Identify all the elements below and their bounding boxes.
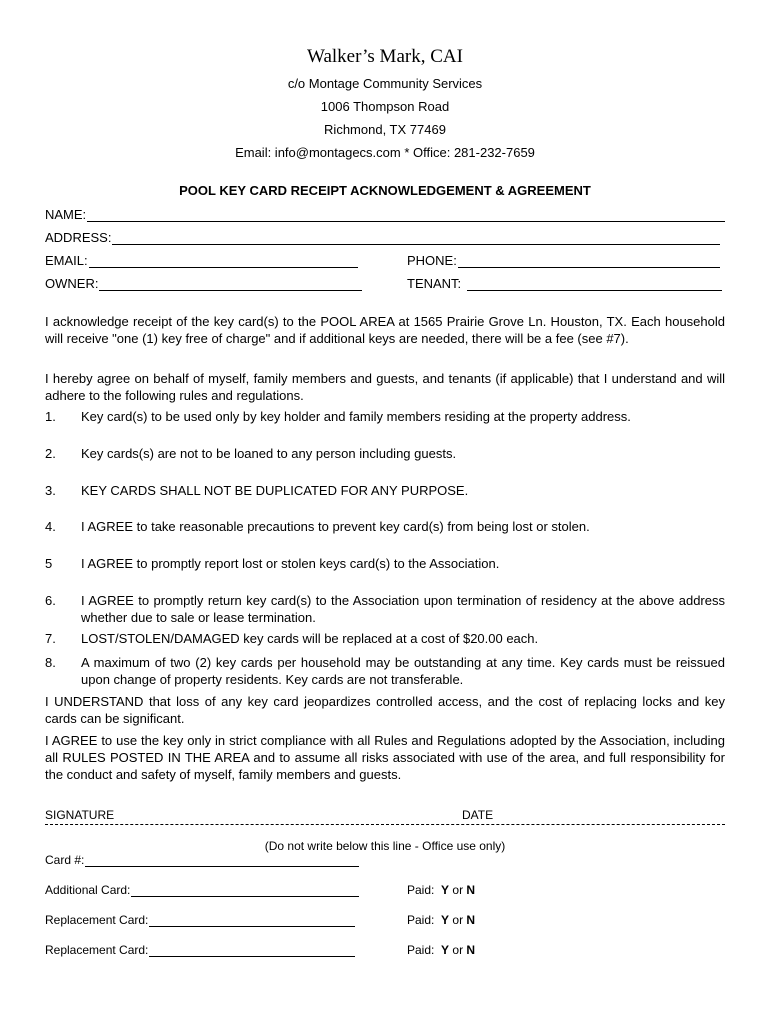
tenant-line[interactable] (467, 278, 722, 291)
additional-card-line[interactable] (131, 884, 359, 897)
replacement-card-field[interactable] (45, 913, 355, 927)
replacement-card-line[interactable] (149, 914, 355, 927)
understand-paragraph: I UNDERSTAND that loss of any key card jeopardizes controlled access, and the cost of replacing locks and key cards can be significant. (45, 694, 725, 726)
rule-text: Key card(s) to be used only by key holder and family members residing at the property address. (81, 409, 631, 424)
rule-number: 1. (45, 409, 56, 424)
address-line[interactable] (112, 232, 720, 245)
rule-text: I AGREE to take reasonable precautions to prevent key card(s) from being lost or stolen. (81, 519, 590, 534)
replacement-card-field-2[interactable] (45, 943, 355, 957)
address-label: ADDRESS: (45, 230, 112, 245)
paid-label: Paid: (407, 883, 435, 897)
office-use-note: (Do not write below this line - Office use only) (264, 839, 506, 853)
association-title: Walker’s Mark, CAI (307, 46, 463, 67)
paid-or: or (452, 913, 464, 927)
address-street: 1006 Thompson Road (320, 99, 450, 114)
additional-card-label: Additional Card: (45, 883, 131, 897)
paid-or: or (452, 943, 464, 957)
rule-number: 5 (45, 556, 53, 571)
rule-number: 3. (45, 483, 56, 498)
contact-line: Email: info@montagecs.com * Office: 281-232-7659 (235, 145, 535, 160)
address-care-of: c/o Montage Community Services (287, 76, 483, 91)
signature-label: SIGNATURE (45, 808, 115, 822)
date-label: DATE (462, 808, 494, 822)
paid-label: Paid: (407, 913, 435, 927)
rule-text: KEY CARDS SHALL NOT BE DUPLICATED FOR ANY PURPOSE. (81, 483, 469, 498)
name-line[interactable] (87, 209, 725, 222)
paid-yes-option[interactable]: Y (441, 913, 450, 927)
phone-line[interactable] (458, 255, 720, 268)
card-number-line[interactable] (85, 854, 359, 867)
rule-text: I AGREE to promptly return key card(s) to the Association upon termination of residency at the above address whether due to sale or lease termination. (81, 593, 725, 625)
agreement-paragraph: I hereby agree on behalf of myself, family members and guests, and tenants (if applicable) that I understand and will adhere to the following rules and regulations. (45, 371, 725, 403)
rule-number: 8. (45, 655, 56, 670)
owner-label: OWNER: (45, 276, 99, 291)
rule-text: I AGREE to promptly report lost or stolen keys card(s) to the Association. (81, 556, 500, 571)
replacement-paid-2 (407, 943, 475, 957)
owner-line[interactable] (99, 278, 362, 291)
phone-field[interactable] (407, 253, 720, 268)
paid-no-option[interactable]: N (466, 943, 476, 957)
card-number-field[interactable] (45, 853, 359, 867)
paid-label: Paid: (407, 943, 435, 957)
card-number-label: Card #: (45, 853, 85, 867)
replacement-card-label: Replacement Card: (45, 943, 149, 957)
rule-number: 2. (45, 446, 56, 461)
name-field[interactable] (45, 207, 725, 222)
paid-yes-option[interactable]: Y (441, 943, 450, 957)
paid-no-option[interactable]: N (466, 913, 476, 927)
paid-yes-option[interactable]: Y (441, 883, 450, 897)
additional-card-field[interactable] (45, 883, 359, 897)
email-field[interactable] (45, 253, 358, 268)
rule-number: 7. (45, 631, 56, 646)
tenant-field[interactable] (407, 276, 722, 291)
rule-number: 4. (45, 519, 56, 534)
address-field[interactable] (45, 230, 720, 245)
additional-paid (407, 883, 475, 897)
rule-text: A maximum of two (2) key cards per household may be outstanding at any time. Key cards must be reissued upon change of property residents. Key cards are not transferable. (81, 655, 725, 687)
address-city: Richmond, TX 77469 (324, 122, 446, 137)
name-label: NAME: (45, 207, 87, 222)
email-line[interactable] (89, 255, 358, 268)
email-label: EMAIL: (45, 253, 88, 268)
acknowledgement-paragraph: I acknowledge receipt of the key card(s) to the POOL AREA at 1565 Prairie Grove Ln. Houston, TX. Each household will receive "one (1) key free of charge" and if additional keys are needed, there will be a fee (see #7). (45, 314, 725, 346)
office-use-divider (45, 824, 725, 825)
paid-no-option[interactable]: N (466, 883, 476, 897)
replacement-card-line[interactable] (149, 944, 355, 957)
tenant-label: TENANT: (407, 276, 462, 291)
rule-text: Key cards(s) are not to be loaned to any person including guests. (81, 446, 457, 461)
phone-label: PHONE: (407, 253, 457, 268)
replacement-card-label: Replacement Card: (45, 913, 149, 927)
replacement-paid (407, 913, 475, 927)
rule-text: LOST/STOLEN/DAMAGED key cards will be replaced at a cost of $20.00 each. (81, 631, 539, 646)
compliance-paragraph: I AGREE to use the key only in strict compliance with all Rules and Regulations adopted by the Association, including all RULES POSTED IN THE AREA and to assume all risks associated with use of the area, and full responsibility for the conduct and safety of myself, family members and guests. (45, 733, 725, 782)
rule-number: 6. (45, 593, 56, 608)
form-title: POOL KEY CARD RECEIPT ACKNOWLEDGEMENT & AGREEMENT (179, 183, 591, 198)
paid-or: or (452, 883, 464, 897)
owner-field[interactable] (45, 276, 362, 291)
